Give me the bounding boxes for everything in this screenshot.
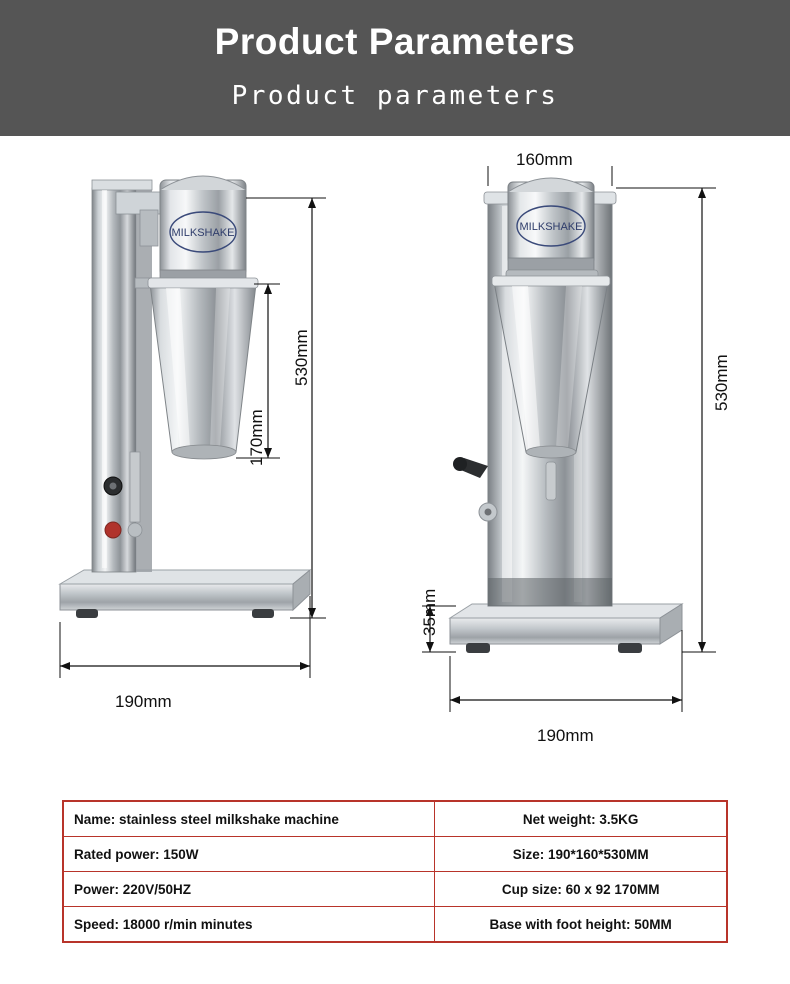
left-view-dimension-lines	[40, 166, 440, 866]
spec-name: Name: stainless steel milkshake machine	[63, 801, 435, 837]
right-base-height-label: 35mm	[420, 588, 439, 636]
table-row	[63, 872, 727, 907]
right-view-dimension-lines	[410, 166, 770, 866]
brand-text-right: MILKSHAKE	[519, 221, 583, 233]
page-title: Product Parameters	[214, 21, 576, 62]
left-height-label: 530mm	[292, 329, 311, 386]
page-subtitle: Product parameters	[231, 80, 559, 111]
spec-speed: Speed: 18000 r/min minutes	[63, 907, 435, 943]
spec-net-weight: Net weight: 3.5KG	[435, 801, 727, 837]
spec-power: Power: 220V/50HZ	[63, 872, 435, 907]
table-row	[63, 837, 727, 872]
right-height-label: 530mm	[712, 354, 731, 411]
product-diagram	[0, 136, 790, 796]
brand-text-left: MILKSHAKE	[171, 227, 235, 239]
specifications-table	[62, 800, 728, 943]
left-cup-height-label: 170mm	[247, 409, 266, 466]
spec-cup-size: Cup size: 60 x 92 170MM	[435, 872, 727, 907]
left-width-label: 190mm	[115, 692, 172, 711]
spec-rated-power: Rated power: 150W	[63, 837, 435, 872]
table-row	[63, 801, 727, 837]
spec-base-foot-height: Base with foot height: 50MM	[435, 907, 727, 943]
spec-size: Size: 190*160*530MM	[435, 837, 727, 872]
table-row	[63, 907, 727, 943]
page-header	[0, 0, 790, 136]
right-top-width-label: 160mm	[516, 150, 573, 169]
right-width-label: 190mm	[537, 726, 594, 745]
